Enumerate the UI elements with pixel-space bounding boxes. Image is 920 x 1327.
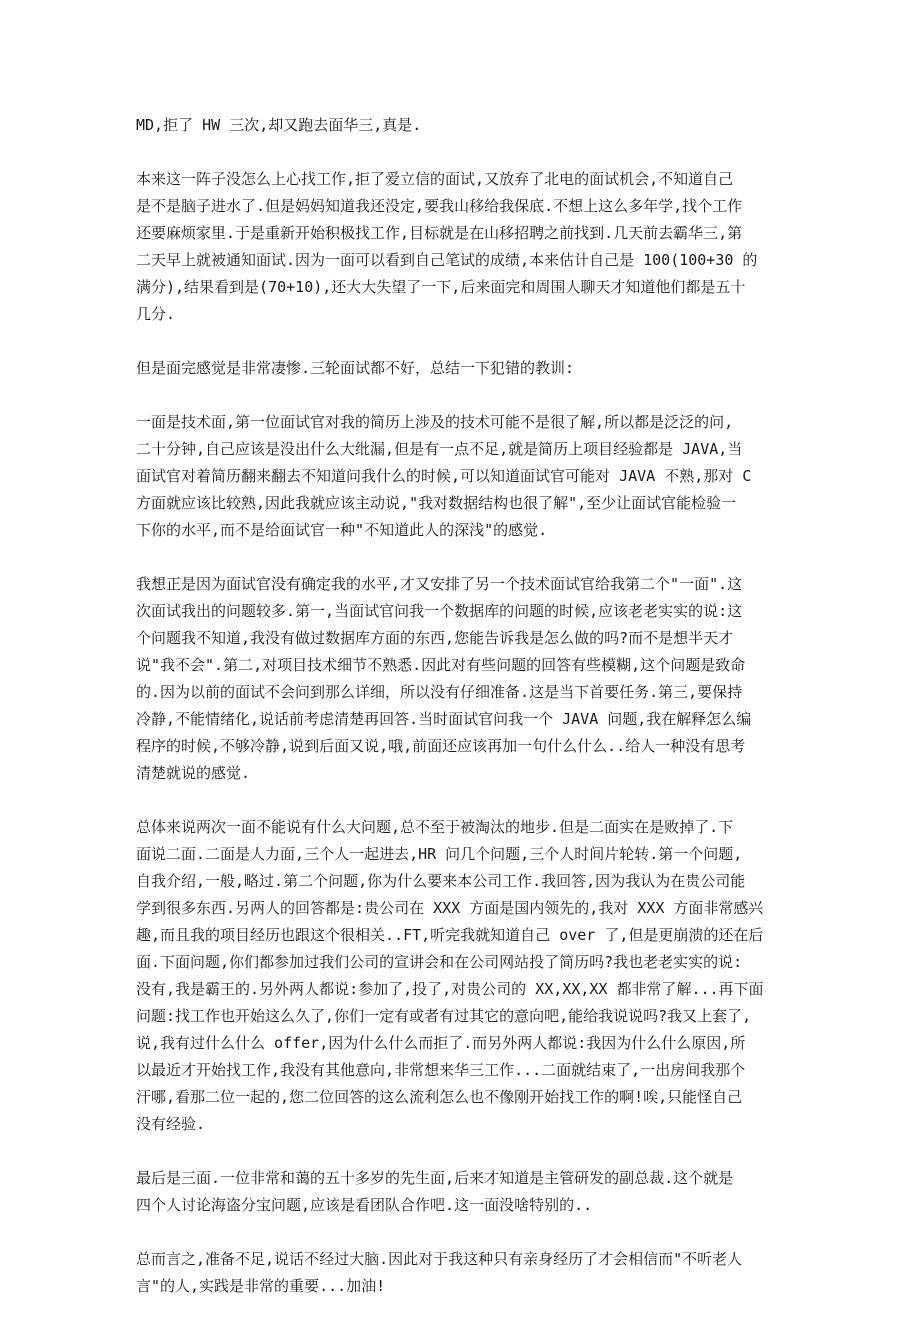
- text-line: 满分),结果看到是(70+10),还大大失望了一下,后来面完和周围人聊天才知道他们都是五十: [136, 278, 746, 296]
- text-line: 说,我有过什么什么 offer,因为什么什么而拒了.而另外两人都说:我因为什么什么原因,所: [136, 1034, 746, 1052]
- text-line: 最后是三面.一位非常和蔼的五十多岁的先生面,后来才知道是主管研发的副总裁.这个就是: [136, 1169, 734, 1187]
- text-line: 本来这一阵子没怎么上心找工作,拒了爱立信的面试,又放弃了北电的面试机会,不知道自己: [136, 170, 734, 188]
- text-line: MD,拒了 HW 三次,却又跑去面华三,真是.: [136, 116, 422, 134]
- paragraph: [136, 571, 796, 787]
- text-line: 下你的水平,而不是给面试官一种"不知道此人的深浅"的感觉.: [136, 521, 548, 539]
- text-line: 的.因为以前的面试不会问到那么详细，所以没有仔细准备.这是当下首要任务.第三,要保持: [136, 683, 743, 701]
- text-line: 我想正是因为面试官没有确定我的水平,才又安排了另一个技术面试官给我第二个"一面".这: [136, 575, 743, 593]
- text-line: 问题:找工作也开始这么久了,你们一定有或者有过其它的意向吧,能给我说说吗?我又上套了,: [136, 1007, 752, 1025]
- text-line: 一面是技术面,第一位面试官对我的简历上涉及的技术可能不是很了解,所以都是泛泛的问,: [136, 413, 734, 431]
- text-line: 程序的时候,不够冷静,说到后面又说,哦,前面还应该再加一句什么什么..给人一种没有思考: [136, 737, 746, 755]
- text-line: 二十分钟,自己应该是没出什么大纰漏,但是有一点不足,就是简历上项目经验都是 JAVA,当: [136, 440, 743, 458]
- text-line: 汗哪,看那二位一起的,您二位回答的这么流利怎么也不像刚开始找工作的啊!唉,只能怪自己: [136, 1088, 743, 1106]
- paragraph: [136, 814, 796, 1138]
- paragraph: [136, 355, 796, 382]
- text-line: 清楚就说的感觉.: [136, 764, 251, 782]
- text-line: 冷静,不能情绪化,说话前考虑清楚再回答.当时面试官问我一个 JAVA 问题,我在解释怎么编: [136, 710, 752, 728]
- text-line: 方面就应该比较熟,因此我就应该主动说,"我对数据结构也很了解",至少让面试官能检验一: [136, 494, 737, 512]
- text-line: 次面试我出的问题较多.第一,当面试官问我一个数据库的问题的时候,应该老老实实的说:这: [136, 602, 743, 620]
- text-line: 没有经验.: [136, 1115, 206, 1133]
- text-line: 以最近才开始找工作,我没有其他意向,非常想来华三工作...二面就结束了,一出房间我那个: [136, 1061, 746, 1079]
- text-line: 还要麻烦家里.于是重新开始积极找工作,目标就是在山移招聘之前找到.几天前去霸华三,第: [136, 224, 743, 242]
- text-line: 面.下面问题,你们都参加过我们公司的宣讲会和在公司网站投了简历吗?我也老老实实的说:: [136, 953, 743, 971]
- text-line: 面说二面.二面是人力面,三个人一起进去,HR 问几个问题,三个人时间片轮转.第一个问题,: [136, 845, 743, 863]
- text-line: 二天早上就被通知面试.因为一面可以看到自己笔试的成绩,本来估计自己是 100(100+30 的: [136, 251, 758, 269]
- text-line: 总而言之,准备不足,说话不经过大脑.因此对于我这种只有亲身经历了才会相信而"不听老人: [136, 1250, 743, 1268]
- paragraph: [136, 1165, 796, 1219]
- paragraph: [136, 409, 796, 544]
- text-line: 四个人讨论海盗分宝问题,应该是看团队合作吧.这一面没啥特别的..: [136, 1196, 593, 1214]
- text-line: 没有,我是霸王的.另外两人都说:参加了,投了,对贵公司的 XX,XX,XX 都非常了解...再下面: [136, 980, 764, 998]
- text-line: 总体来说两次一面不能说有什么大问题,总不至于被淘汰的地步.但是二面实在是败掉了.下: [136, 818, 734, 836]
- text-line: 几分.: [136, 305, 176, 323]
- text-line: 言"的人,实践是非常的重要...加油!: [136, 1277, 386, 1295]
- text-line: 说"我不会".第二,对项目技术细节不熟悉.因此对有些问题的回答有些模糊,这个问题是致命: [136, 656, 746, 674]
- paragraph: [136, 112, 796, 139]
- text-line: 但是面完感觉是非常凄惨.三轮面试都不好，总结一下犯错的教训:: [136, 359, 575, 377]
- text-line: 自我介绍,一般,略过.第二个问题,你为什么要来本公司工作.我回答,因为我认为在贵公司能: [136, 872, 746, 890]
- text-line: 是不是脑子进水了.但是妈妈知道我还没定,要我山移给我保底.不想上这么多年学,找个工作: [136, 197, 743, 215]
- text-line: 趣,而且我的项目经历也跟这个很相关..FT,听完我就知道自己 over 了,但是更崩溃的还在后: [136, 926, 764, 944]
- text-line: 学到很多东西.另两人的回答都是:贵公司在 XXX 方面是国内领先的,我对 XXX 方面非常感兴: [136, 899, 764, 917]
- paragraph: [136, 166, 796, 328]
- article-body: [136, 110, 796, 1327]
- text-line: 个问题我不知道,我没有做过数据库方面的东西,您能告诉我是怎么做的吗?而不是想半天才: [136, 629, 734, 647]
- paragraph: [136, 1246, 796, 1300]
- text-line: 面试官对着简历翻来翻去不知道问我什么的时候,可以知道面试官可能对 JAVA 不熟,那对 C: [136, 467, 752, 485]
